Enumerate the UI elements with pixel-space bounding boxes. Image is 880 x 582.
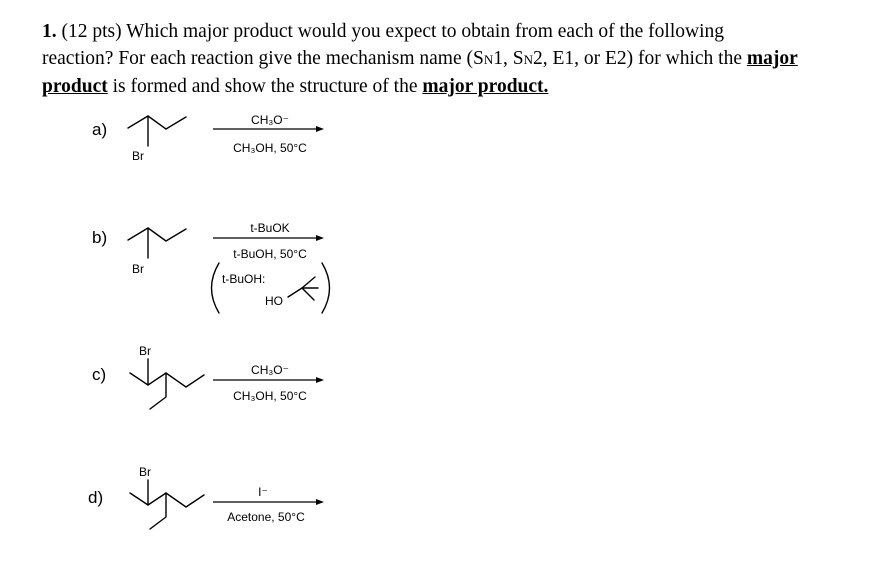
tbuoh-hydroxyl: HO <box>265 294 283 308</box>
question-line-3: is formed and show the structure of the <box>112 76 418 97</box>
sn2-suffix: 2, E1, or E2) for which the <box>532 48 742 69</box>
reagent-b: t-BuOK <box>250 221 290 235</box>
sn-subscript-1: N <box>483 52 494 67</box>
reagent-a: CH₃O⁻ <box>251 113 289 127</box>
molecule-d <box>130 493 204 507</box>
reagent-c: CH₃O⁻ <box>251 363 289 377</box>
arrowhead-d-icon <box>316 499 324 505</box>
paren-left-icon <box>212 263 220 313</box>
reagent-d: I⁻ <box>258 485 268 499</box>
reaction-d-label: d) <box>88 488 104 507</box>
emphasis-product: product <box>42 76 108 97</box>
conditions-d: Acetone, 50°C <box>227 510 305 524</box>
reaction-a-label: a) <box>92 120 108 139</box>
question-line-1: Which major product would you expect to obtain from each of the following <box>126 21 724 42</box>
arrowhead-a-icon <box>316 126 324 132</box>
arrowhead-b-icon <box>316 235 324 241</box>
question-number: 1. <box>42 21 57 42</box>
substituent-b: Br <box>132 262 144 276</box>
reaction-c-label: c) <box>92 365 107 384</box>
conditions-c: CH₃OH, 50°C <box>233 389 307 403</box>
paren-right-icon <box>322 263 330 313</box>
molecule-b <box>128 228 186 241</box>
molecule-a <box>128 116 186 129</box>
molecule-c <box>130 373 204 387</box>
substituent-a: Br <box>132 149 144 163</box>
sn1-suffix: 1, S <box>493 48 524 69</box>
emphasis-major: major <box>746 48 798 69</box>
tbuoh-label: t-BuOH: <box>222 272 266 286</box>
sn-subscript-2: N <box>523 52 533 67</box>
question-points: (12 pts) <box>61 21 122 42</box>
substituent-d: Br <box>139 465 151 479</box>
conditions-a: CH₃OH, 50°C <box>233 141 307 155</box>
question-line-2: reaction? For each reaction give the mechanism name (S <box>42 48 484 69</box>
reaction-b-label: b) <box>92 228 108 247</box>
substituent-c: Br <box>139 344 151 358</box>
emphasis-major-product: major product. <box>422 76 549 97</box>
arrowhead-c-icon <box>316 377 324 383</box>
conditions-b: t-BuOH, 50°C <box>233 247 307 261</box>
